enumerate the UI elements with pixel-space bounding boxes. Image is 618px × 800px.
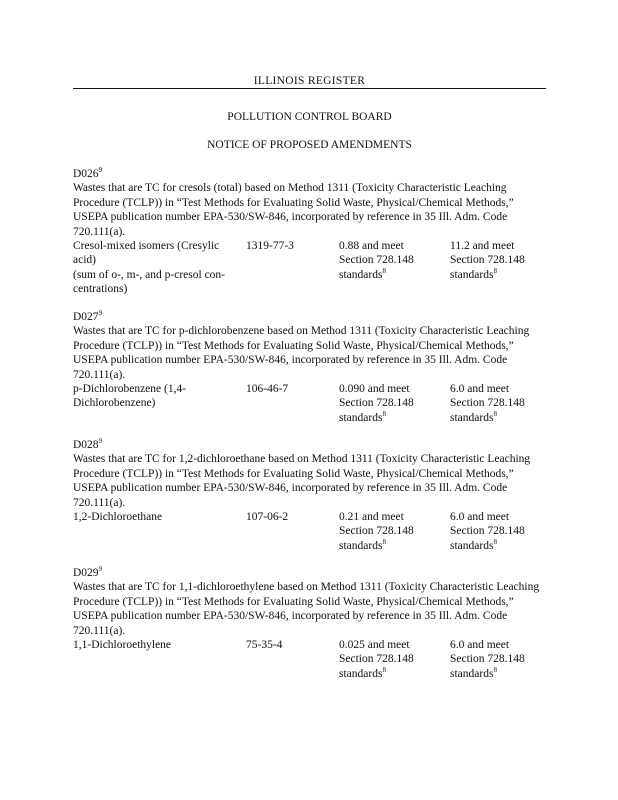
waste-code: $D028^9$ [73, 437, 103, 451]
waste-entry-d028 [73, 438, 546, 568]
wastewater-line: Section 728.148 [339, 525, 414, 538]
footnote-marker: 8 [382, 665, 386, 674]
wastewater-line: 0.88 and meet [339, 240, 404, 253]
wastewater-line: 0.21 and meet [339, 511, 404, 524]
waste-code: $D029^9$ [73, 565, 103, 579]
nonwastewater-standard [450, 239, 550, 282]
constituent-name [73, 638, 243, 652]
wastewater-standard [339, 239, 449, 282]
wastewater-line: Section 728.148 [339, 397, 414, 410]
notice-title: NOTICE OF PROPOSED AMENDMENTS [207, 139, 412, 151]
footnote-marker: 8 [493, 409, 497, 418]
footnote-marker: 9 [98, 437, 103, 445]
nonwastewater-line: Section 728.148 [450, 653, 525, 666]
treatment-row [73, 510, 546, 568]
register-title: ILLINOIS REGISTER [253, 75, 366, 87]
waste-entry-d027 [73, 310, 546, 440]
nonwastewater-line: standards$^8$ [450, 665, 497, 680]
waste-description: Wastes that are TC for cresols (total) based on Method 1311 (Toxicity Characteristic Leaching Procedure (TCLP)) in “Test Methods for Evaluating Solid Waste, Physical/Chemical Methods,” USEPA publication number EPA-530/SW-846, incorporated by reference in 35 Ill. Adm. Code 720.111(a). [73, 182, 514, 238]
constituent-line: 1,1-Dichloroethylene [73, 639, 172, 652]
waste-code: $D027^9$ [73, 309, 103, 323]
footnote-marker: 8 [382, 537, 386, 546]
nonwastewater-line: standards$^8$ [450, 537, 497, 552]
constituent-line: acid) [73, 254, 96, 267]
waste-description: Wastes that are TC for 1,2-dichloroethane based on Method 1311 (Toxicity Characteristic Leaching Procedure (TCLP)) in “Test Methods for Evaluating Solid Waste, Physical/Chemical Methods,” USEPA publication number EPA-530/SW-846, incorporated by reference in 35 Ill. Adm. Code 720.111(a). [73, 453, 531, 509]
waste-description: Wastes that are TC for 1,1-dichloroethylene based on Method 1311 (Toxicity Characteristic Leaching Procedure (TCLP)) in “Test Methods for Evaluating Solid Waste, Physical/Chemical Methods,” USEPA publication number EPA-530/SW-846, incorporated by reference in 35 Ill. Adm. Code 720.111(a). [73, 581, 540, 637]
constituent-line: Dichlorobenzene) [73, 397, 156, 410]
nonwastewater-standard [450, 638, 550, 681]
waste-entry-d026 [73, 167, 546, 297]
nonwastewater-standard [450, 510, 550, 553]
footnote-marker: 9 [98, 166, 103, 174]
cas-number: 1319-77-3 [246, 240, 294, 253]
treatment-row [73, 638, 546, 696]
treatment-row [73, 382, 546, 440]
header-rule [73, 88, 546, 89]
footnote-marker: 8 [493, 665, 497, 674]
nonwastewater-line: 6.0 and meet [450, 639, 510, 652]
wastewater-standard [339, 510, 449, 553]
constituent-line: 1,2-Dichloroethane [73, 511, 163, 524]
footnote-marker: 8 [382, 409, 386, 418]
waste-code: $D026^9$ [73, 166, 103, 180]
footnote-marker: 9 [98, 309, 103, 317]
constituent-line: p-Dichlorobenzene (1,4- [73, 383, 187, 396]
wastewater-standard [339, 382, 449, 425]
nonwastewater-line: Section 728.148 [450, 397, 525, 410]
wastewater-line: standards$^8$ [339, 537, 386, 552]
wastewater-line: standards$^8$ [339, 409, 386, 424]
treatment-row [73, 239, 546, 297]
nonwastewater-line: Section 728.148 [450, 525, 525, 538]
wastewater-line: 0.090 and meet [339, 383, 410, 396]
nonwastewater-line: 6.0 and meet [450, 383, 510, 396]
cas-number: 106-46-7 [246, 383, 289, 396]
footnote-marker: 9 [98, 565, 103, 573]
constituent-line: Cresol-mixed isomers (Cresylic [73, 240, 220, 253]
footnote-marker: 8 [493, 266, 497, 275]
cas-number: 75-35-4 [246, 639, 283, 652]
wastewater-line: Section 728.148 [339, 653, 414, 666]
wastewater-line: Section 728.148 [339, 254, 414, 267]
waste-entry-d029 [73, 566, 546, 696]
cas-number: 107-06-2 [246, 511, 289, 524]
wastewater-line: standards$^8$ [339, 665, 386, 680]
nonwastewater-standard [450, 382, 550, 425]
nonwastewater-line: standards$^8$ [450, 266, 497, 281]
constituent-line: (sum of o-, m-, and p-cresol con- [73, 268, 226, 281]
footnote-marker: 8 [493, 537, 497, 546]
nonwastewater-line: Section 728.148 [450, 254, 525, 267]
constituent-name [73, 239, 243, 297]
footnote-marker: 8 [382, 266, 386, 275]
wastewater-line: standards$^8$ [339, 266, 386, 281]
wastewater-line: 0.025 and meet [339, 639, 410, 652]
nonwastewater-line: standards$^8$ [450, 409, 497, 424]
waste-description: Wastes that are TC for p-dichlorobenzene based on Method 1311 (Toxicity Characteristic Leaching Procedure (TCLP)) in “Test Methods for Evaluating Solid Waste, Physical/Chemical Methods,” USEPA publication number EPA-530/SW-846, incorporated by reference in 35 Ill. Adm. Code 720.111(a). [73, 325, 530, 381]
nonwastewater-line: 6.0 and meet [450, 511, 510, 524]
constituent-line: centrations) [73, 283, 128, 296]
wastewater-standard [339, 638, 449, 681]
constituent-name [73, 510, 243, 524]
nonwastewater-line: 11.2 and meet [450, 240, 515, 253]
constituent-name [73, 382, 243, 411]
board-title: POLLUTION CONTROL BOARD [227, 111, 392, 123]
